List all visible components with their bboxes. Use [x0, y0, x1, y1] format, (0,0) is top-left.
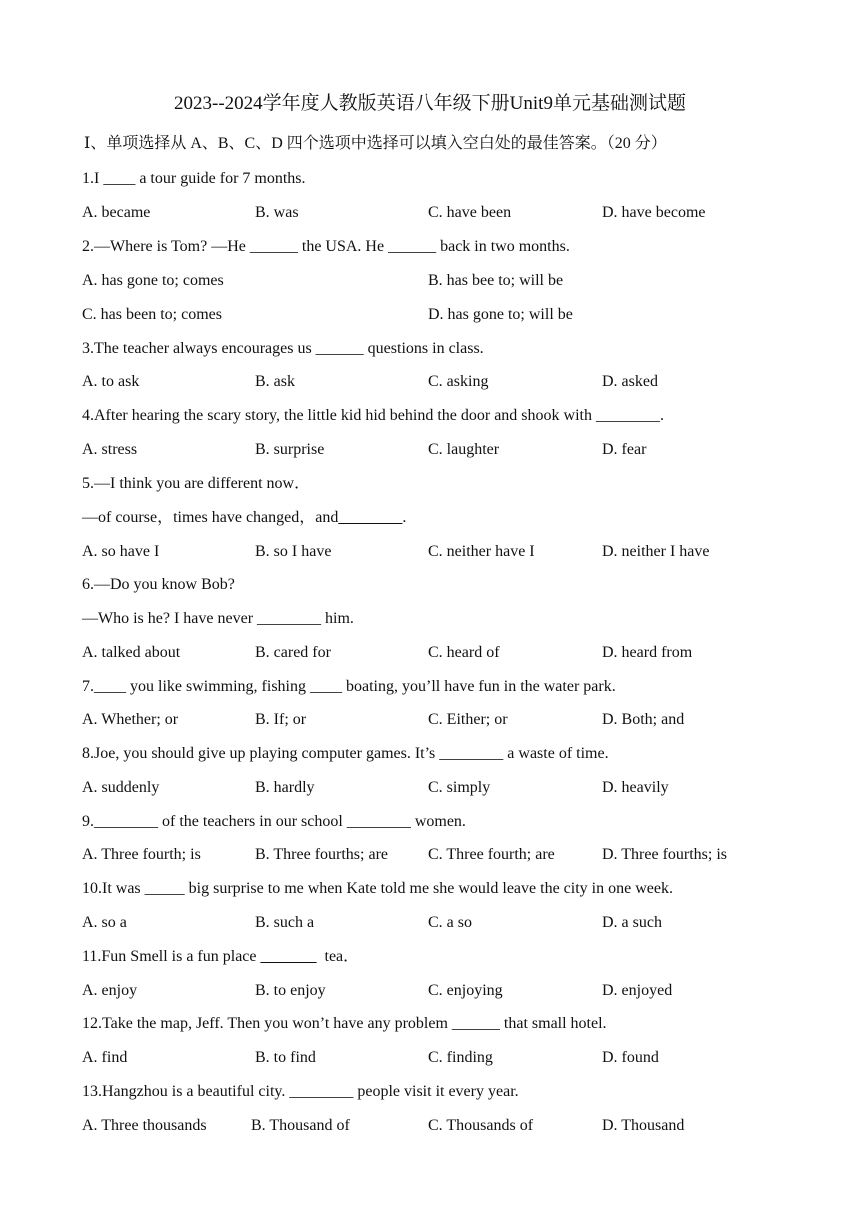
- option-b: B. so I have: [255, 543, 332, 560]
- question-2-text: 2.—Where is Tom? —He ______ the USA. He ______ back in two months.: [82, 238, 570, 255]
- option-a: A. find: [82, 1049, 128, 1066]
- option-c: C. enjoying: [428, 982, 503, 999]
- question-11-stem: 11.Fun Smell is a fun place: [82, 948, 261, 965]
- section-heading: Ⅰ、单项选择从 A、B、C、D 四个选项中选择可以填入空白处的最佳答案。（20 分）: [84, 135, 667, 152]
- option-d: D. Three fourths; is: [602, 846, 728, 863]
- option-b: B. Thousand of: [251, 1117, 350, 1134]
- option-b: B. Three fourths; are: [255, 846, 388, 863]
- option-c: C. heard of: [428, 644, 500, 661]
- option-b: B. such a: [255, 914, 315, 931]
- question-8-text: 8.Joe, you should give up playing computer games. It’s ________ a waste of time.: [82, 745, 609, 762]
- option-b: B. If; or: [255, 711, 307, 728]
- option-a: A. to ask: [82, 373, 140, 390]
- option-d: D. Thousand: [602, 1117, 685, 1134]
- option-c: C. laughter: [428, 441, 500, 458]
- question-11-options: [82, 979, 782, 1003]
- option-d: D. fear: [602, 441, 647, 458]
- question-7-options: [82, 708, 782, 732]
- option-c: C. a so: [428, 914, 472, 931]
- option-d: D. heard from: [602, 644, 693, 661]
- option-a: A. so a: [82, 914, 127, 931]
- question-6-options: [82, 641, 782, 665]
- question-6-text-2: —Who is he? I have never ________ him.: [82, 610, 354, 627]
- option-a: A. Three fourth; is: [82, 846, 201, 863]
- option-a: A. became: [82, 204, 151, 221]
- question-12-text: 12.Take the map, Jeff. Then you won’t have any problem ______ that small hotel.: [82, 1015, 607, 1032]
- question-2-options-row1: [82, 269, 782, 293]
- question-10-text: 10.It was _____ big surprise to me when Kate told me she would leave the city in one week.: [82, 880, 673, 897]
- question-3-options: [82, 370, 782, 394]
- question-5-line-2: —of course，times have changed，and: [82, 509, 339, 526]
- option-d: D. has gone to; will be: [428, 306, 573, 323]
- option-b: B. has bee to; will be: [428, 272, 564, 289]
- question-7-text: 7.____ you like swimming, fishing ____ boating, you’ll have fun in the water park.: [82, 678, 616, 695]
- question-1-options: [82, 201, 782, 225]
- question-11-stem-end: tea．: [316, 948, 360, 965]
- option-b: B. ask: [255, 373, 295, 390]
- option-c: C. Thousands of: [428, 1117, 534, 1134]
- question-10-options: [82, 911, 782, 935]
- option-a: A. enjoy: [82, 982, 138, 999]
- question-12-options: [82, 1046, 782, 1070]
- answer-blank: ________: [338, 509, 403, 526]
- question-9-options: [82, 843, 782, 867]
- question-3-text: 3.The teacher always encourages us ______ questions in class.: [82, 340, 484, 357]
- option-d: D. Both; and: [602, 711, 685, 728]
- option-c: C. Three fourth; are: [428, 846, 555, 863]
- option-d: D. a such: [602, 914, 662, 931]
- option-c: C. finding: [428, 1049, 493, 1066]
- option-c: C. asking: [428, 373, 489, 390]
- option-d: D. enjoyed: [602, 982, 673, 999]
- option-d: D. heavily: [602, 779, 669, 796]
- option-a: A. so have I: [82, 543, 160, 560]
- question-5-line-2-end: .: [402, 509, 407, 526]
- option-b: B. was: [255, 204, 299, 221]
- option-a: A. stress: [82, 441, 138, 458]
- option-c: C. simply: [428, 779, 491, 796]
- question-5-text: 5.—I think you are different now．: [82, 475, 311, 492]
- question-4-text: 4.After hearing the scary story, the little kid hid behind the door and shook with ________.: [82, 407, 664, 424]
- option-b: B. surprise: [255, 441, 325, 458]
- option-d: D. asked: [602, 373, 658, 390]
- question-6-text: 6.—Do you know Bob?: [82, 576, 235, 593]
- option-c: C. have been: [428, 204, 512, 221]
- option-d: D. neither I have: [602, 543, 710, 560]
- question-9-text: 9.________ of the teachers in our school ________ women.: [82, 813, 466, 830]
- option-b: B. to enjoy: [255, 982, 326, 999]
- question-8-options: [82, 776, 782, 800]
- option-a: A. Three thousands: [82, 1117, 207, 1134]
- option-c: C. has been to; comes: [82, 306, 222, 323]
- question-11-text: [82, 945, 359, 969]
- question-4-options: [82, 438, 782, 462]
- question-2-options-row2: [82, 303, 782, 327]
- option-c: C. neither have I: [428, 543, 535, 560]
- question-5-options: [82, 540, 782, 564]
- option-b: B. hardly: [255, 779, 315, 796]
- option-d: D. have become: [602, 204, 706, 221]
- question-13-options: [82, 1114, 782, 1138]
- option-b: B. cared for: [255, 644, 331, 661]
- answer-blank: _______: [260, 948, 317, 965]
- option-b: B. to find: [255, 1049, 316, 1066]
- option-a: A. Whether; or: [82, 711, 179, 728]
- option-a: A. has gone to; comes: [82, 272, 224, 289]
- option-a: A. talked about: [82, 644, 181, 661]
- question-1-text: 1.I ____ a tour guide for 7 months.: [82, 170, 306, 187]
- question-13-text: 13.Hangzhou is a beautiful city. ________ people visit it every year.: [82, 1083, 519, 1100]
- option-c: C. Either; or: [428, 711, 508, 728]
- document-title: 2023--2024学年度人教版英语八年级下册Unit9单元基础测试题: [174, 93, 686, 114]
- option-d: D. found: [602, 1049, 659, 1066]
- option-a: A. suddenly: [82, 779, 160, 796]
- question-5-text-2: [82, 506, 406, 530]
